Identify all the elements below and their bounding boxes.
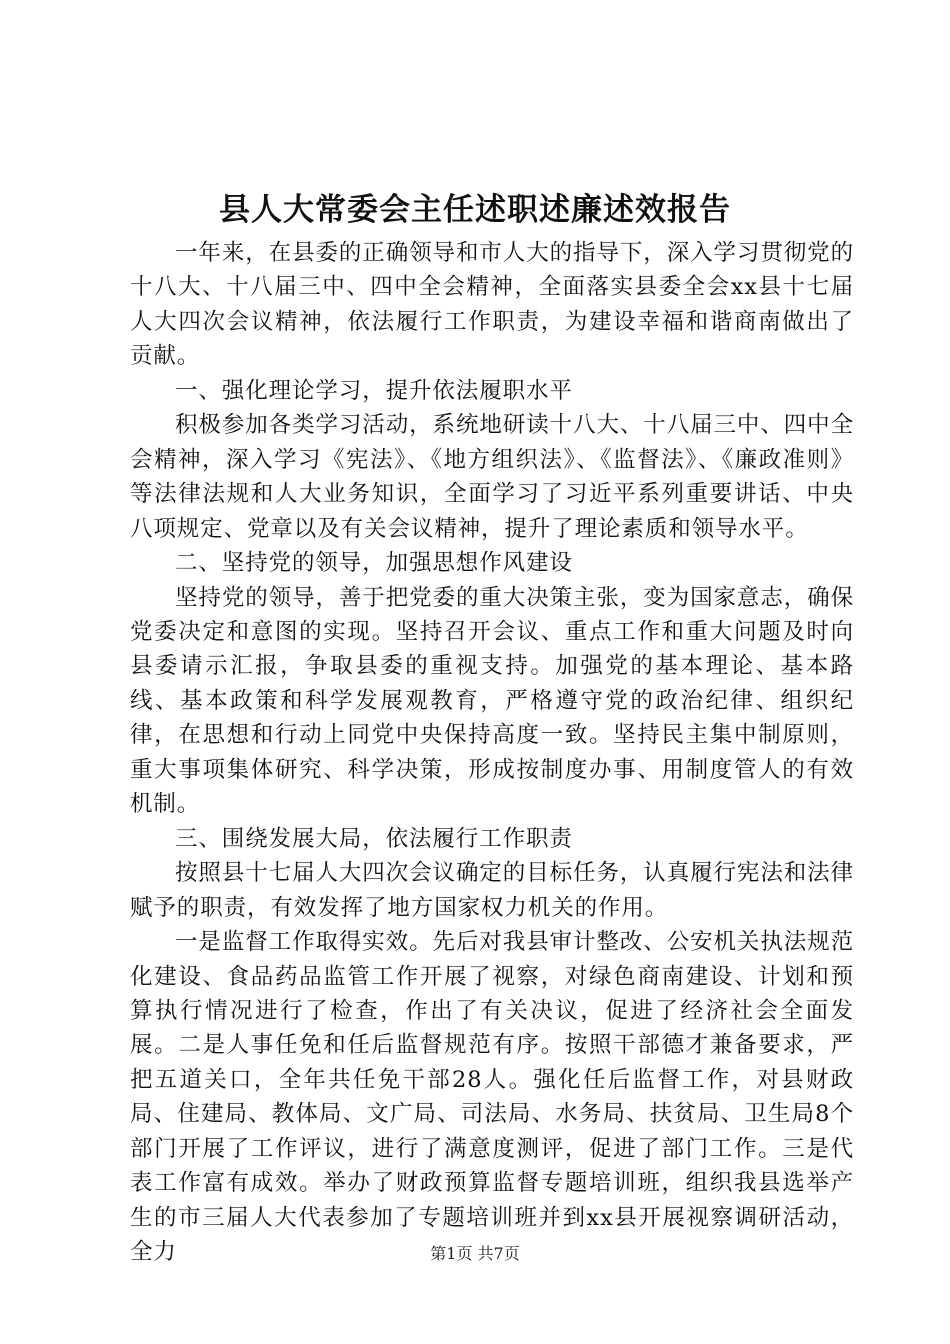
page-number: 第1页 共7页 — [430, 1244, 520, 1263]
paragraph-section-3: 按照县十七届人大四次会议确定的目标任务，认真履行宪法和法律赋予的职责，有效发挥了地方国家权力机关的作用。 — [130, 860, 854, 921]
document-title: 县人大常委会主任述职述廉述效报告 — [219, 192, 731, 228]
paragraph-section-2: 坚持党的领导，善于把党委的重大决策主张，变为国家意志，确保党委决定和意图的实现。坚持召开会议、重点工作和重大问题及时向县委请示汇报，争取县委的重视支持。加强党的基本理论、基本路线、基本政策和科学发展观教育，严格遵守党的政治纪律、组织纪律，在思想和行动上同党中央保持高度一致。坚持民主集中制原则，重大事项集体研究、科学决策，形成按制度办事、用制度管人的有效机制。 — [130, 584, 854, 818]
paragraph-intro: 一年来，在县委的正确领导和市人大的指导下，深入学习贯彻党的十八大、十八届三中、四中全会精神，全面落实县委全会xx县十七届人大四次会议精神，依法履行工作职责，为建设幸福和谐商南做出了贡献。 — [130, 240, 854, 370]
paragraph-section-1: 积极参加各类学习活动，系统地研读十八大、十八届三中、四中全会精神，深入学习《宪法》、《地方组织法》、《监督法》、《廉政准则》等法律法规和人大业务知识，全面学习了习近平系列重要讲话、中央八项规定、党章以及有关会议精神，提升了理论素质和领导水平。 — [130, 412, 854, 542]
document-body — [130, 236, 854, 1270]
paragraph-section-3-details: 一是监督工作取得实效。先后对我县审计整改、公安机关执法规范化建设、食品药品监管工作开展了视察，对绿色商南建设、计划和预算执行情况进行了检查，作出了有关决议，促进了经济社会全面发展。二是人事任免和任后监督规范有序。按照干部德才兼备要求，严把五道关口，全年共任免干部28人。强化任后监督工作，对县财政局、住建局、教体局、文广局、司法局、水务局、扶贫局、卫生局8个部门开展了工作评议，进行了满意度测评，促进了部门工作。三是代表工作富有成效。举办了财政预算监督专题培训班，组织我县选举产生的市三届人大代表参加了专题培训班并到xx县开展视察调研活动，全力 — [130, 929, 854, 1266]
section-heading-1: 一、强化理论学习，提升依法履职水平 — [175, 377, 573, 404]
section-heading-3: 三、围绕发展大局，依法履行工作职责 — [175, 825, 573, 852]
section-heading-2: 二、坚持党的领导，加强思想作风建设 — [175, 550, 573, 577]
